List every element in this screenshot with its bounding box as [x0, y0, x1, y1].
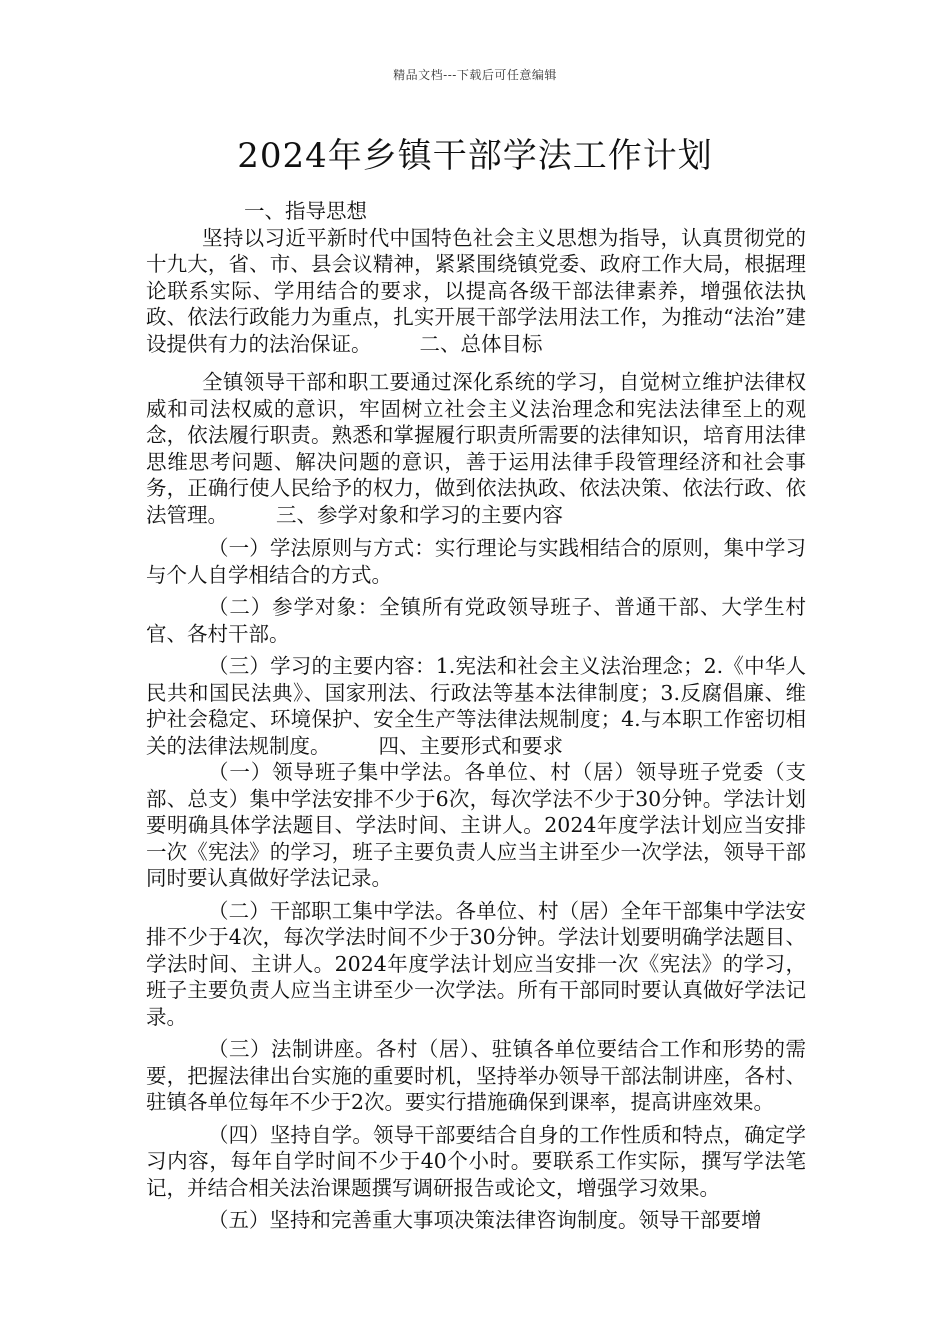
- paragraph-staff-study: （二）干部职工集中学法。各单位、村（居）全年干部集中学法安排不少于4次，每次学法时间不少于30分钟。学法计划要明确学法题目、学法时间、主讲人。2024年度学法计划应当安排一次《宪法》的学习，班子主要负责人应当主讲至少一次学法。所有干部同时要认真做好学法记录。: [146, 898, 806, 1029]
- paragraph-self-study: （四）坚持自学。领导干部要结合自身的工作性质和特点，确定学习内容，每年自学时间不少于40个小时。要联系工作实际，撰写学法笔记，并结合相关法治课题撰写调研报告或论文，增强学习效果。: [146, 1122, 806, 1200]
- paragraph-participants: （二）参学对象：全镇所有党政领导班子、普通干部、大学生村官、各村干部。: [146, 595, 806, 646]
- section-heading-2: 二、总体目标: [419, 331, 543, 356]
- section-heading-3: 三、参学对象和学习的主要内容: [276, 502, 563, 527]
- header-note: 精品文档---下载后可任意编辑: [393, 68, 557, 82]
- paragraph-text: 全镇领导干部和职工要通过深化系统的学习，自觉树立维护法律权威和司法权威的意识，牢固树立社会主义法治理念和宪法法律至上的观念，依法履行职责。熟悉和掌握履行职责所需要的法律知识，培育用法律思维思考问题、解决问题的意识，善于运用法律手段管理经济和社会事务，正确行使人民给予的权力，做到依法执政、依法决策、依法行政、依法管理。: [146, 370, 806, 527]
- paragraph-text: 坚持以习近平新时代中国特色社会主义思想为指导，认真贯彻党的十九大，省、市、县会议精神，紧紧围绕镇党委、政府工作大局，根据理论联系实际、学用结合的要求，以提高各级干部法律素养，增强依法执政、依法行政能力为重点，扎实开展干部学法用法工作，为推动“法治”建设提供有力的法治保证。: [146, 225, 806, 356]
- section-heading-4: 四、主要形式和要求: [378, 733, 563, 758]
- paragraph-principle: （一）学法原则与方式：实行理论与实践相结合的原则，集中学习与个人自学相结合的方式。: [146, 536, 806, 587]
- paragraph-overall-goal: [146, 369, 806, 528]
- paragraph-leadership-study: （一）领导班子集中学法。各单位、村（居）领导班子党委（支部、总支）集中学法安排不少于6次，每次学法不少于30分钟。学法计划要明确具体学法题目、学法时间、主讲人。2024年度学法计划应当安排一次《宪法》的学习，班子主要负责人应当主讲至少一次学法，领导干部同时要认真做好学法记录。: [146, 760, 806, 890]
- paragraph-legal-consultation: （五）坚持和完善重大事项决策法律咨询制度。领导干部要增: [208, 1208, 762, 1232]
- paragraph-guiding-ideology: [146, 225, 806, 358]
- document-body: [146, 198, 806, 1234]
- document-title: 2024年乡镇干部学法工作计划: [237, 136, 713, 176]
- paragraph-legal-lectures: （三）法制讲座。各村（居）、驻镇各单位要结合工作和形势的需要，把握法律出台实施的重要时机，坚持举办领导干部法制讲座，各村、驻镇各单位每年不少于2次。要实行措施确保到课率，提高讲座效果。: [146, 1037, 806, 1114]
- paragraph-main-content: [146, 653, 806, 759]
- section-heading-1: 一、指导思想: [244, 199, 367, 223]
- paragraph-text: （三）学习的主要内容：1.宪法和社会主义法治理念；2.《中华人民共和国民法典》、国家刑法、行政法等基本法律制度；3.反腐倡廉、维护社会稳定、环境保护、安全生产等法律法规制度；4.与本职工作密切相关的法律法规制度。: [146, 654, 806, 758]
